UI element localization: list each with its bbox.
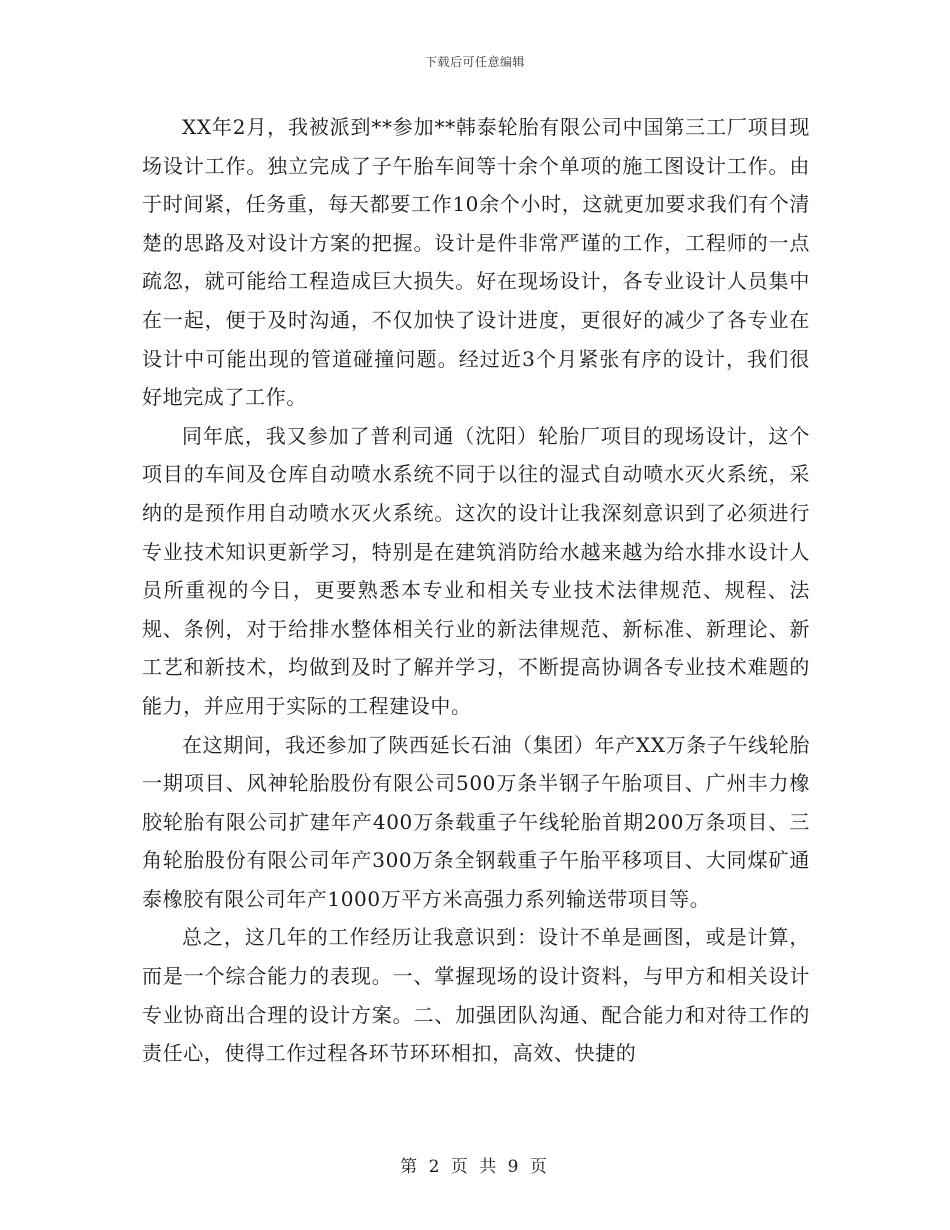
paragraph-4: 总之，这几年的工作经历让我意识到：设计不单是画图，或是计算，而是一个综合能力的表现。一、掌握现场的设计资料，与甲方和相关设计专业协商出合理的设计方案。二、加强团队沟通、配合能力和对待工作的责任心，使得工作过程各环节环环相扣，高效、快捷的 — [142, 925, 810, 1066]
paragraph-1: XX年2月，我被派到**参加**韩泰轮胎有限公司中国第三工厂项目现场设计工作。独立完成了子午胎车间等十余个单项的施工图设计工作。由于时间紧，任务重，每天都要工作10余个小时，这就更加要求我们有个清楚的思路及对设计方案的把握。设计是件非常严谨的工作，工程师的一点疏忽，就可能给工程造成巨大损失。好在现场设计，各专业设计人员集中在一起，便于及时沟通，不仅加快了设计进度，更很好的减少了各专业在设计中可能出现的管道碰撞问题。经过近3个月紧张有序的设计，我们很好地完成了工作。 — [142, 115, 810, 410]
paragraph-3: 在这期间，我还参加了陕西延长石油（集团）年产XX万条子午线轮胎一期项目、风神轮胎股份有限公司500万条半钢子午胎项目、广州丰力橡胶轮胎有限公司扩建年产400万条载重子午线轮胎首期200万条项目、三角轮胎股份有限公司年产300万条全钢载重子午胎平移项目、大同煤矿通泰橡胶有限公司年产1000万平方米高强力系列输送带项目等。 — [142, 732, 810, 911]
document-body — [142, 108, 810, 1073]
page-header: 下载后可任意编辑 — [424, 55, 525, 69]
paragraph-2: 同年底，我又参加了普利司通（沈阳）轮胎厂项目的现场设计，这个项目的车间及仓库自动喷水系统不同于以往的湿式自动喷水灭火系统，采纳的是预作用自动喷水灭火系统。这次的设计让我深刻意识到了必须进行专业技术知识更新学习，特别是在建筑消防给水越来越为给水排水设计人员所重视的今日，更要熟悉本专业和相关专业技术法律规范、规程、法规、条例，对于给排水整体相关行业的新法律规范、新标准、新理论、新工艺和新技术，均做到及时了解并学习，不断提高协调各专业技术难题的能力，并应用于实际的工程建设中。 — [142, 423, 810, 718]
page-number-footer: 第 2 页 共 9 页 — [400, 1157, 550, 1177]
